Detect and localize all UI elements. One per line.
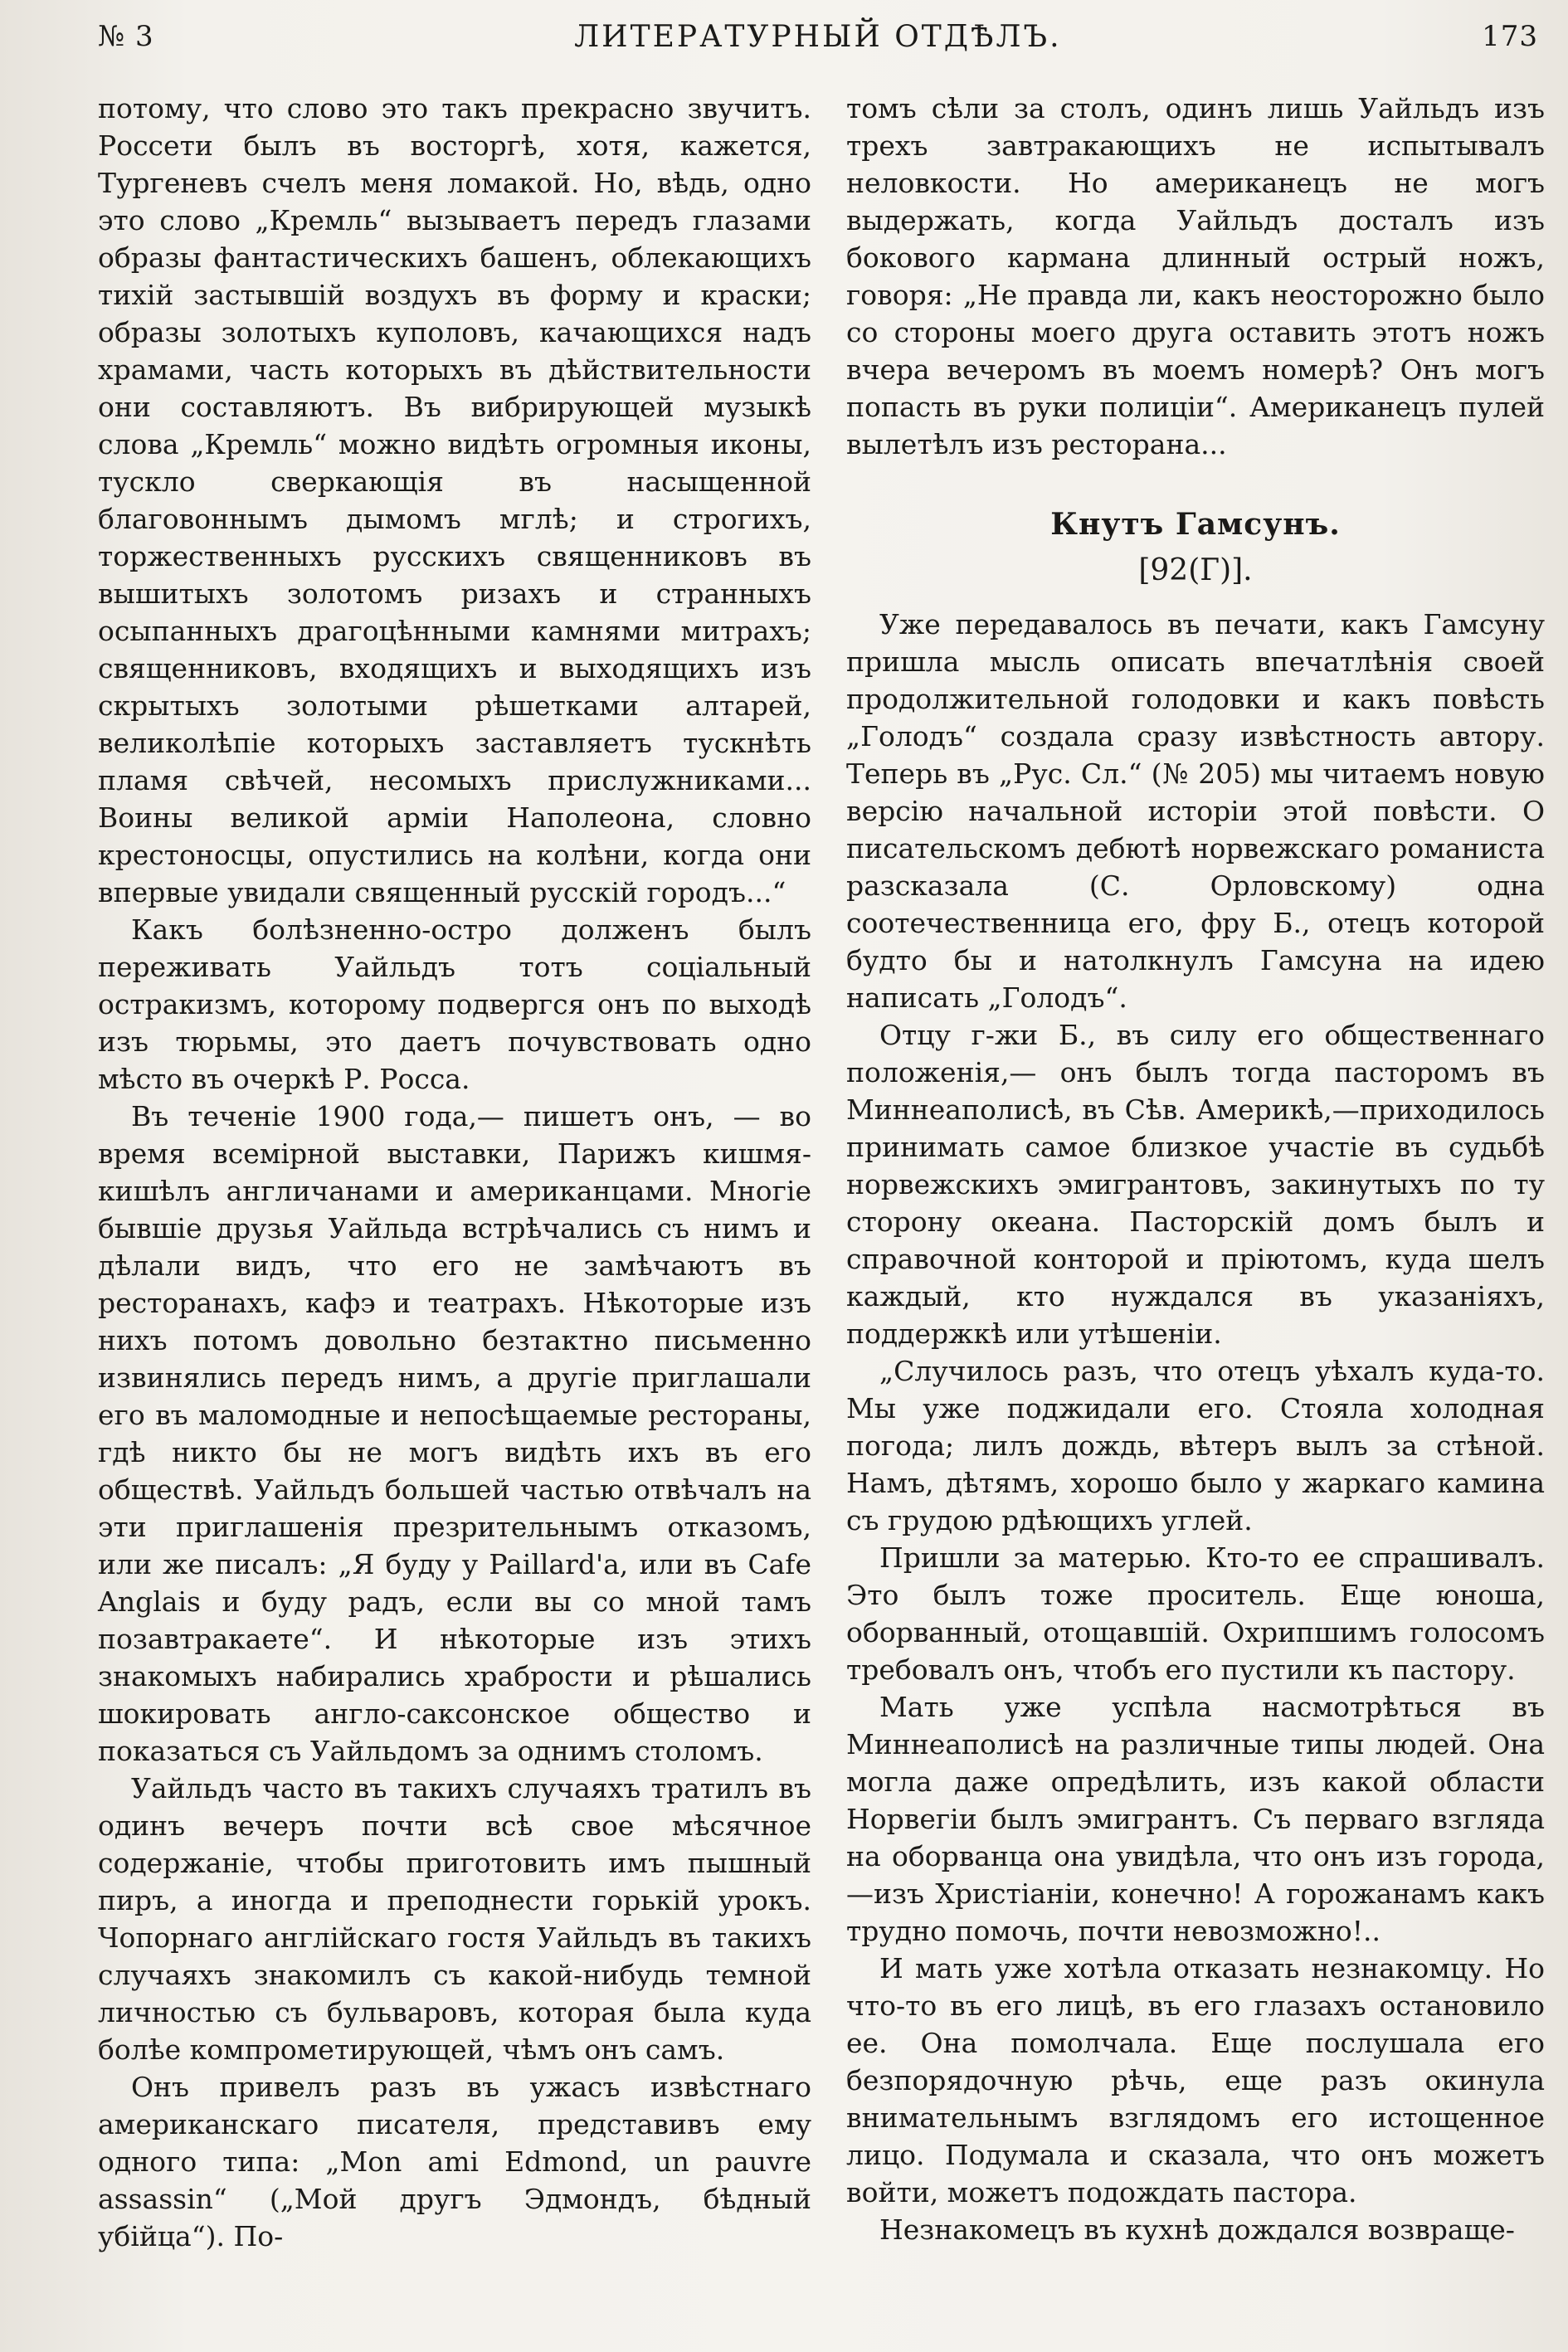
right-column bbox=[846, 90, 1545, 2248]
section-number: [92(Г)]. bbox=[1138, 553, 1253, 587]
paragraph: Пришли за матерью. Кто-то ее спрашивалъ. Это былъ тоже проситель. Еще юноша, оборванный, отощавшій. Охрипшимъ голосомъ требовалъ онъ, чтобъ его пустили къ пастору. bbox=[846, 1541, 1545, 1686]
paragraph: Уже передавалось въ печати, какъ Гамсуну пришла мысль описать впечатлѣнія своей продолжительной голодовки и какъ повѣсть „Голодъ“ создала сразу извѣстность автору. Теперь въ „Рус. Сл.“ (№ 205) мы читаемъ новую версію начальной исторіи этой повѣсти. О писательскомъ дебютѣ норвежскаго романиста разсказала (С. Орловскому) одна соотечественница его, фру Б., отецъ которой будто бы и натолкнулъ Гамсуна на идею написать „Голодъ“. bbox=[846, 608, 1545, 1014]
paragraph: томъ сѣли за столъ, одинъ лишь Уайльдъ изъ трехъ завтракающихъ не испытывалъ неловкости. Но американецъ не могъ выдержать, когда Уайльдъ досталъ изъ бокового кармана длинный острый ножъ, говоря: „Не правда ли, какъ неосторожно было со стороны моего друга оставить этотъ ножъ вчера вечеромъ въ моемъ номерѣ? Онъ могъ попасть въ руки полиціи“. Американецъ пулей вылетѣлъ изъ ресторана... bbox=[846, 92, 1545, 460]
issue-number: № 3 bbox=[98, 20, 154, 53]
section-title: Кнутъ Гамсунъ. bbox=[1050, 507, 1341, 542]
page-number: 173 bbox=[1482, 20, 1538, 53]
paragraph: „Случилось разъ, что отецъ уѣхалъ куда-то. Мы уже поджидали его. Стояла холодная погода; лилъ дождь, вѣтеръ вылъ за стѣной. Намъ, дѣтямъ, хорошо было у жаркаго камина съ грудою рдѣющихъ углей. bbox=[846, 1355, 1545, 1536]
paragraph: Уайльдъ часто въ такихъ случаяхъ тратилъ въ одинъ вечеръ почти всѣ свое мѣсячное содержаніе, чтобы приготовить имъ пышный пиръ, а иногда и преподнести горькій урокъ. Чопорнаго англійскаго гостя Уайльдъ въ такихъ случаяхъ знакомилъ съ какой-нибудь темной личностью съ бульваровъ, которая была куда болѣе компрометирующей, чѣмъ онъ самъ. bbox=[98, 1772, 811, 2066]
page-header bbox=[98, 12, 1538, 61]
paragraph: потому, что слово это такъ прекрасно звучитъ. Россети былъ въ восторгѣ, хотя, кажется, Тургеневъ счелъ меня ломакой. Но, вѣдь, одно это слово „Кремль“ вызываетъ передъ глазами образы фантастическихъ башенъ, облекающихъ тихій застывшій воздухъ въ форму и краски; образы золотыхъ куполовъ, качающихся надъ храмами, часть которыхъ въ дѣйствительности они составляютъ. Въ вибрирующей музыкѣ слова „Кремль“ можно видѣть огромныя иконы, тускло сверкающія въ насыщенной благовоннымъ дымомъ мглѣ; и строгихъ, торжественныхъ русскихъ священниковъ въ вышитыхъ золотомъ ризахъ и странныхъ осыпанныхъ драгоцѣнными камнями митрахъ; священниковъ, входящихъ и выходящихъ изъ скрытыхъ золотыми рѣшетками алтарей, великолѣпіе которыхъ заставляетъ тускнѣть пламя свѣчей, несомыхъ прислужниками... Воины великой арміи Наполеона, словно крестоносцы, опустились на колѣни, когда они впервые увидали священный русскій городъ...“ bbox=[98, 92, 811, 908]
paragraph: Незнакомецъ въ кухнѣ дождался возвраще- bbox=[879, 2213, 1515, 2246]
left-column bbox=[98, 90, 811, 2255]
paragraph: Въ теченіе 1900 года,— пишетъ онъ, — во время всемірной выставки, Парижъ кишмя-кишѣлъ англичанами и американцами. Многіе бывшіе друзья Уайльда встрѣчались съ нимъ и дѣлали видъ, что его не замѣчаютъ въ ресторанахъ, кафэ и театрахъ. Нѣкоторые изъ нихъ потомъ довольно безтактно письменно извинялись передъ нимъ, а другіе приглашали его въ маломодные и непосѣщаемые рестораны, гдѣ никто бы не могъ видѣть ихъ въ его обществѣ. Уайльдъ большей частью отвѣчалъ на эти приглашенія презрительнымъ отказомъ, или же писалъ: „Я буду у Paillard'а, или въ Cafe Anglais и буду радъ, если вы со мной тамъ позавтракаете“. И нѣкоторые изъ этихъ знакомыхъ набирались храбрости и рѣшались шокировать англо-саксонское общество и показаться съ Уайльдомъ за однимъ столомъ. bbox=[98, 1100, 811, 1767]
paragraph: Какъ болѣзненно-остро долженъ былъ переживать Уайльдъ тотъ соціальный остракизмъ, которому подвергся онъ по выходѣ изъ тюрьмы, это даетъ почувствовать одно мѣсто въ очеркѣ Р. Росса. bbox=[98, 913, 811, 1095]
paragraph: Онъ привелъ разъ въ ужасъ извѣстнаго американскаго писателя, представивъ ему одного типа: „Mon ami Edmond, un pauvre assassin“ („Мой другъ Эдмондъ, бѣдный убійца“). По- bbox=[98, 2071, 811, 2252]
paragraph: Отцу г-жи Б., въ силу его общественнаго положенія,— онъ былъ тогда пасторомъ въ Миннеаполисѣ, въ Сѣв. Америкѣ,—приходилось принимать самое близкое участіе въ судьбѣ норвежскихъ эмигрантовъ, закинутыхъ по ту сторону океана. Пасторскій домъ былъ и справочной конторой и пріютомъ, куда шелъ каждый, кто нуждался въ указаніяхъ, поддержкѣ или утѣшеніи. bbox=[846, 1019, 1545, 1350]
paragraph: И мать уже хотѣла отказать незнакомцу. Но что-то въ его лицѣ, въ его глазахъ остановило ее. Она помолчала. Еще послушала его безпорядочную рѣчь, еще разъ окинула внимательнымъ взглядомъ его истощенное лицо. Подумала и сказала, что онъ можетъ войти, можетъ подождать пастора. bbox=[846, 1952, 1545, 2208]
running-title: ЛИТЕРАТУРНЫЙ ОТДѢЛЪ. bbox=[574, 19, 1062, 54]
paragraph: Мать уже успѣла насмотрѣться въ Миннеаполисѣ на различные типы людей. Она могла даже опредѣлить, изъ какой области Норвегіи былъ эмигрантъ. Съ перваго взгляда на оборванца она увидѣла, что онъ изъ города,—изъ Христіаніи, конечно! А горожанамъ какъ трудно помочь, почти невозможно!.. bbox=[846, 1691, 1545, 1947]
